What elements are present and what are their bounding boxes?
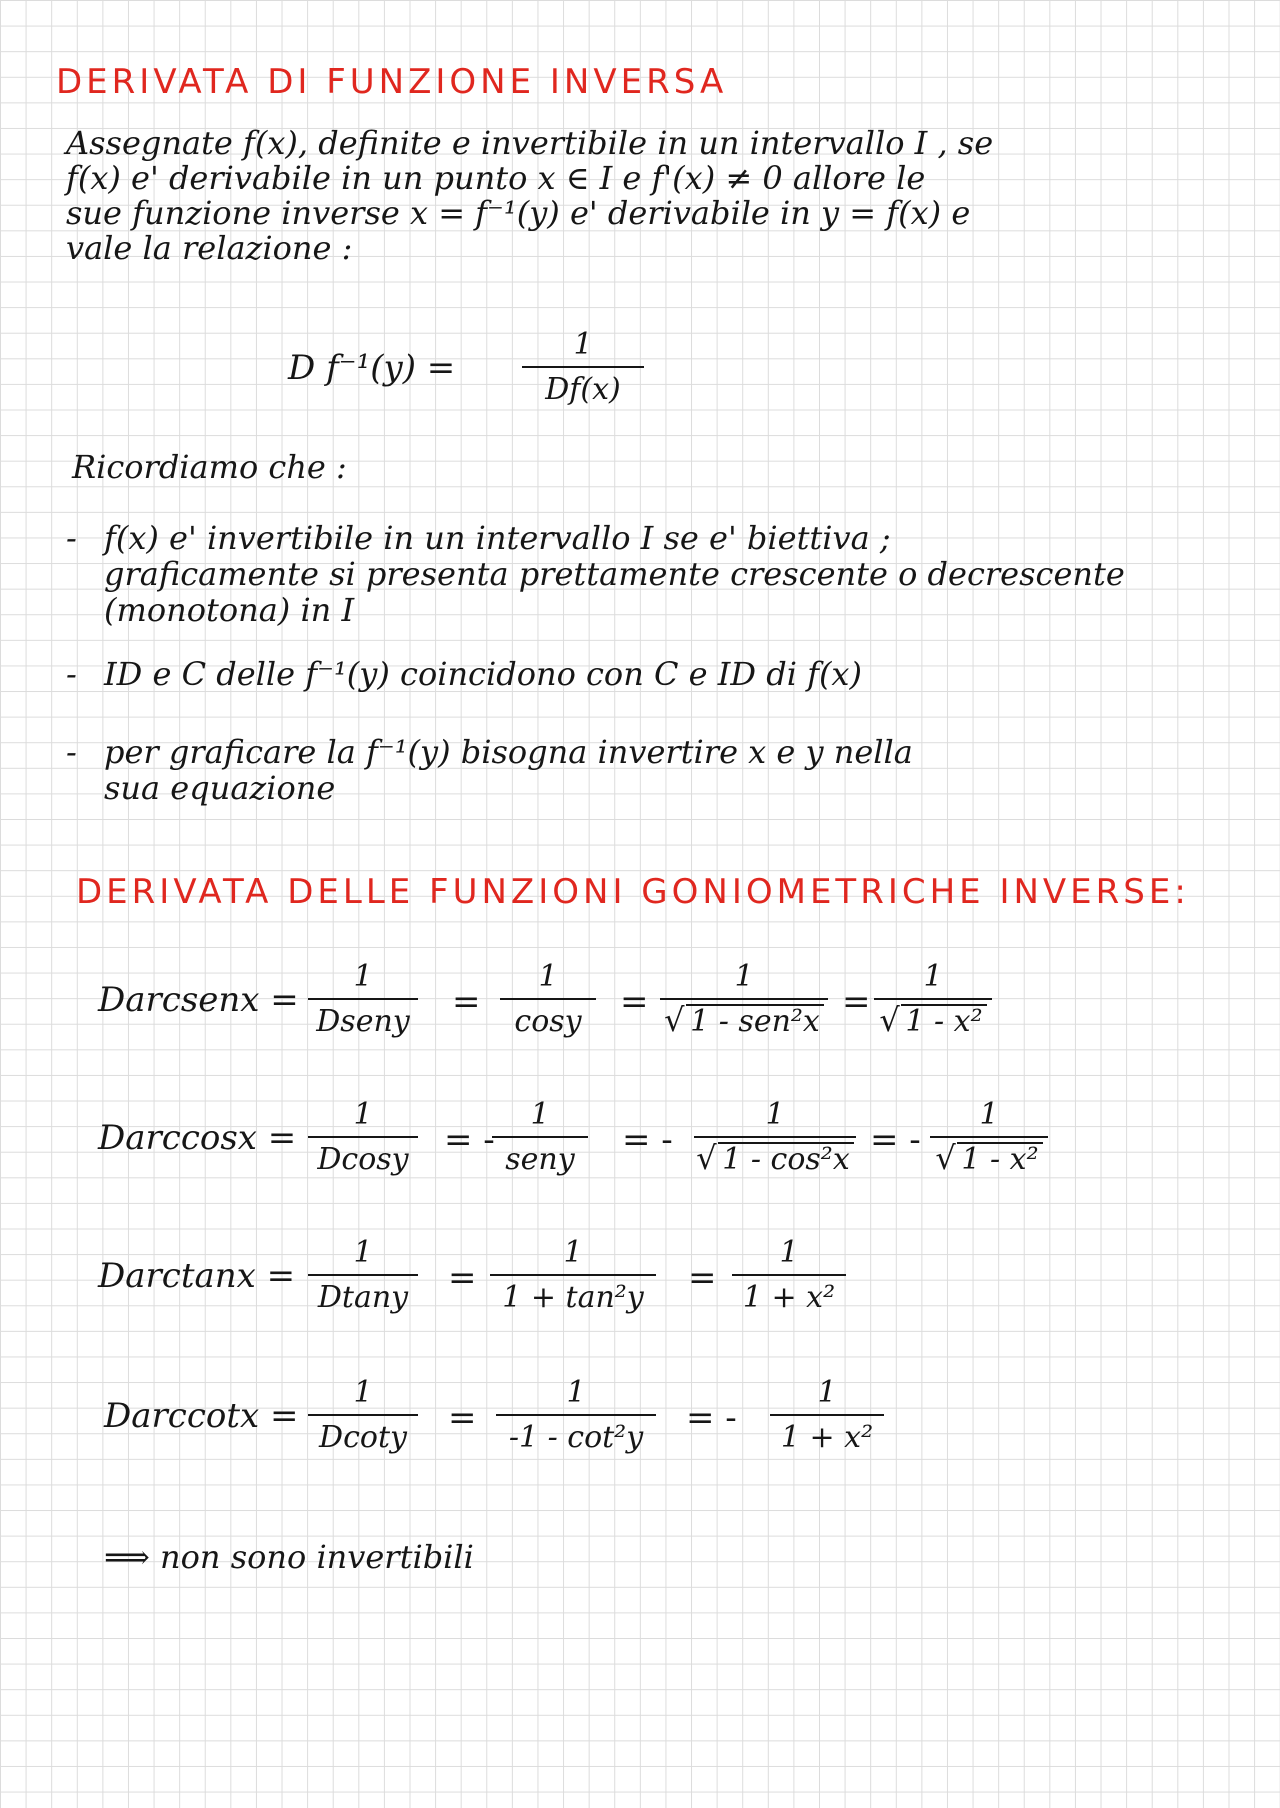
fraction-denominator: Dcosy — [317, 1142, 409, 1177]
fraction-denominator: Dtany — [317, 1280, 409, 1315]
equals-sign: = — [452, 982, 481, 1022]
bullet-line: ID e C delle f⁻¹(y) coincidono con C e ID di f(x) — [104, 655, 862, 693]
main-formula-lhs: D f⁻¹(y) = — [288, 348, 456, 388]
radical-sign: √ — [935, 1139, 956, 1177]
equals-minus-sign: = - — [686, 1398, 737, 1438]
fraction-bar — [308, 1274, 418, 1276]
fraction-denominator — [930, 1139, 1048, 1178]
radical-sign: √ — [879, 1001, 900, 1039]
bullet-line: (monotona) in I — [104, 591, 355, 629]
fraction — [930, 1096, 1048, 1178]
fraction-denominator — [874, 1001, 992, 1040]
fraction-numerator: 1 — [353, 959, 373, 994]
fraction-numerator: 1 — [566, 1375, 586, 1410]
fraction — [694, 1096, 856, 1178]
fraction-numerator: 1 — [979, 1097, 999, 1132]
bullet-dash: - — [66, 519, 77, 557]
fraction-bar — [660, 998, 828, 1000]
fraction-denominator: 1 + x² — [780, 1420, 874, 1455]
theorem-line: vale la relazione : — [66, 229, 353, 267]
fraction-numerator: 1 — [817, 1375, 837, 1410]
fraction — [500, 958, 596, 1040]
fraction — [732, 1234, 846, 1316]
fraction — [490, 1234, 656, 1316]
fraction — [308, 1234, 418, 1316]
fraction-bar — [490, 1274, 656, 1276]
radicand: 1 - cos²x — [718, 1142, 854, 1176]
theorem-line: f(x) e' derivabile in un punto x ∈ I e f'(x) ≠ 0 allore le — [66, 159, 926, 197]
fraction-bar — [770, 1414, 884, 1416]
radicand: 1 - x² — [957, 1142, 1042, 1176]
equals-sign: = — [448, 1258, 477, 1298]
fraction-numerator: 1 — [353, 1375, 373, 1410]
bullet-line: graficamente si presenta prettamente crescente o decrescente — [104, 555, 1125, 593]
formula-lhs: Darccosx = — [98, 1118, 297, 1158]
bullet-line: f(x) e' invertibile in un intervallo I se e' biettiva ; — [104, 519, 891, 557]
fraction — [308, 1374, 418, 1456]
fraction-denominator: Dcoty — [319, 1420, 407, 1455]
fraction-denominator: 1 + x² — [742, 1280, 836, 1315]
fraction-numerator: 1 — [353, 1235, 373, 1270]
fraction-numerator: 1 — [563, 1235, 583, 1270]
bullet-line: sua equazione — [104, 769, 336, 807]
fraction-bar — [308, 1136, 418, 1138]
fraction-denominator — [694, 1139, 856, 1178]
fraction-numerator: 1 — [734, 959, 754, 994]
fraction-bar — [492, 1136, 588, 1138]
fraction-bar — [874, 998, 992, 1000]
fraction-bar — [500, 998, 596, 1000]
square-root — [879, 1001, 986, 1040]
square-root — [696, 1139, 854, 1178]
fraction-denominator: seny — [505, 1142, 575, 1177]
theorem-statement — [66, 126, 993, 266]
fraction-numerator: 1 — [765, 1097, 785, 1132]
fraction-numerator: 1 — [530, 1097, 550, 1132]
main-formula-fraction — [522, 326, 644, 408]
fraction — [496, 1374, 656, 1456]
equals-minus-sign: = - — [870, 1120, 921, 1160]
fraction-bar — [496, 1414, 656, 1416]
fraction-bar — [522, 366, 644, 368]
bullet-line: per graficare la f⁻¹(y) bisogna invertire x e y nella — [104, 733, 913, 771]
fraction-numerator: 1 — [353, 1097, 373, 1132]
equals-sign: = — [448, 1398, 477, 1438]
formula-lhs: Darcsenx = — [98, 980, 299, 1020]
fraction — [770, 1374, 884, 1456]
conclusion-text: ⟹ non sono invertibili — [104, 1538, 474, 1576]
section-heading-inverse-derivative: DERIVATA DI FUNZIONE INVERSA — [56, 62, 728, 102]
fraction — [660, 958, 828, 1040]
fraction-denominator: Dseny — [316, 1004, 410, 1039]
fraction-numerator: 1 — [923, 959, 943, 994]
fraction-denominator: Df(x) — [545, 372, 621, 407]
equals-minus-sign: = - — [622, 1120, 673, 1160]
fraction-bar — [930, 1136, 1048, 1138]
radical-sign: √ — [664, 1001, 685, 1039]
fraction-numerator: 1 — [538, 959, 558, 994]
fraction-denominator — [660, 1001, 828, 1040]
recall-label: Ricordiamo che : — [72, 448, 347, 486]
bullet-item — [66, 655, 862, 693]
radical-sign: √ — [696, 1139, 717, 1177]
fraction-numerator: 1 — [573, 327, 593, 362]
section-heading-inverse-trig: DERIVATA DELLE FUNZIONI GONIOMETRICHE INVERSE: — [76, 872, 1190, 912]
bullet-dash: - — [66, 655, 77, 693]
fraction-denominator: cosy — [514, 1004, 582, 1039]
fraction-numerator: 1 — [779, 1235, 799, 1270]
formula-lhs: Darccotx = — [104, 1396, 299, 1436]
theorem-line: Assegnate f(x), definite e invertibile in un intervallo I , se — [66, 124, 994, 162]
theorem-line: sue funzione inverse x = f⁻¹(y) e' derivabile in y = f(x) e — [66, 194, 971, 232]
fraction — [492, 1096, 588, 1178]
bullet-item — [66, 519, 1125, 629]
fraction-bar — [308, 1414, 418, 1416]
square-root — [664, 1001, 824, 1040]
fraction-denominator: 1 + tan²y — [502, 1280, 644, 1315]
fraction-bar — [694, 1136, 856, 1138]
formula-lhs: Darctanx = — [98, 1256, 296, 1296]
fraction — [308, 1096, 418, 1178]
radicand: 1 - x² — [901, 1004, 986, 1038]
bullet-item — [66, 733, 913, 807]
equals-sign: = — [688, 1258, 717, 1298]
square-root — [935, 1139, 1042, 1178]
radicand: 1 - sen²x — [686, 1004, 824, 1038]
equals-sign: = — [620, 982, 649, 1022]
fraction-denominator: -1 - cot²y — [508, 1420, 644, 1455]
fraction — [308, 958, 418, 1040]
fraction-bar — [732, 1274, 846, 1276]
bullet-dash: - — [66, 733, 77, 771]
fraction — [874, 958, 992, 1040]
fraction-bar — [308, 998, 418, 1000]
equals-minus-sign: = - — [444, 1120, 495, 1160]
equals-sign: = — [842, 982, 871, 1022]
